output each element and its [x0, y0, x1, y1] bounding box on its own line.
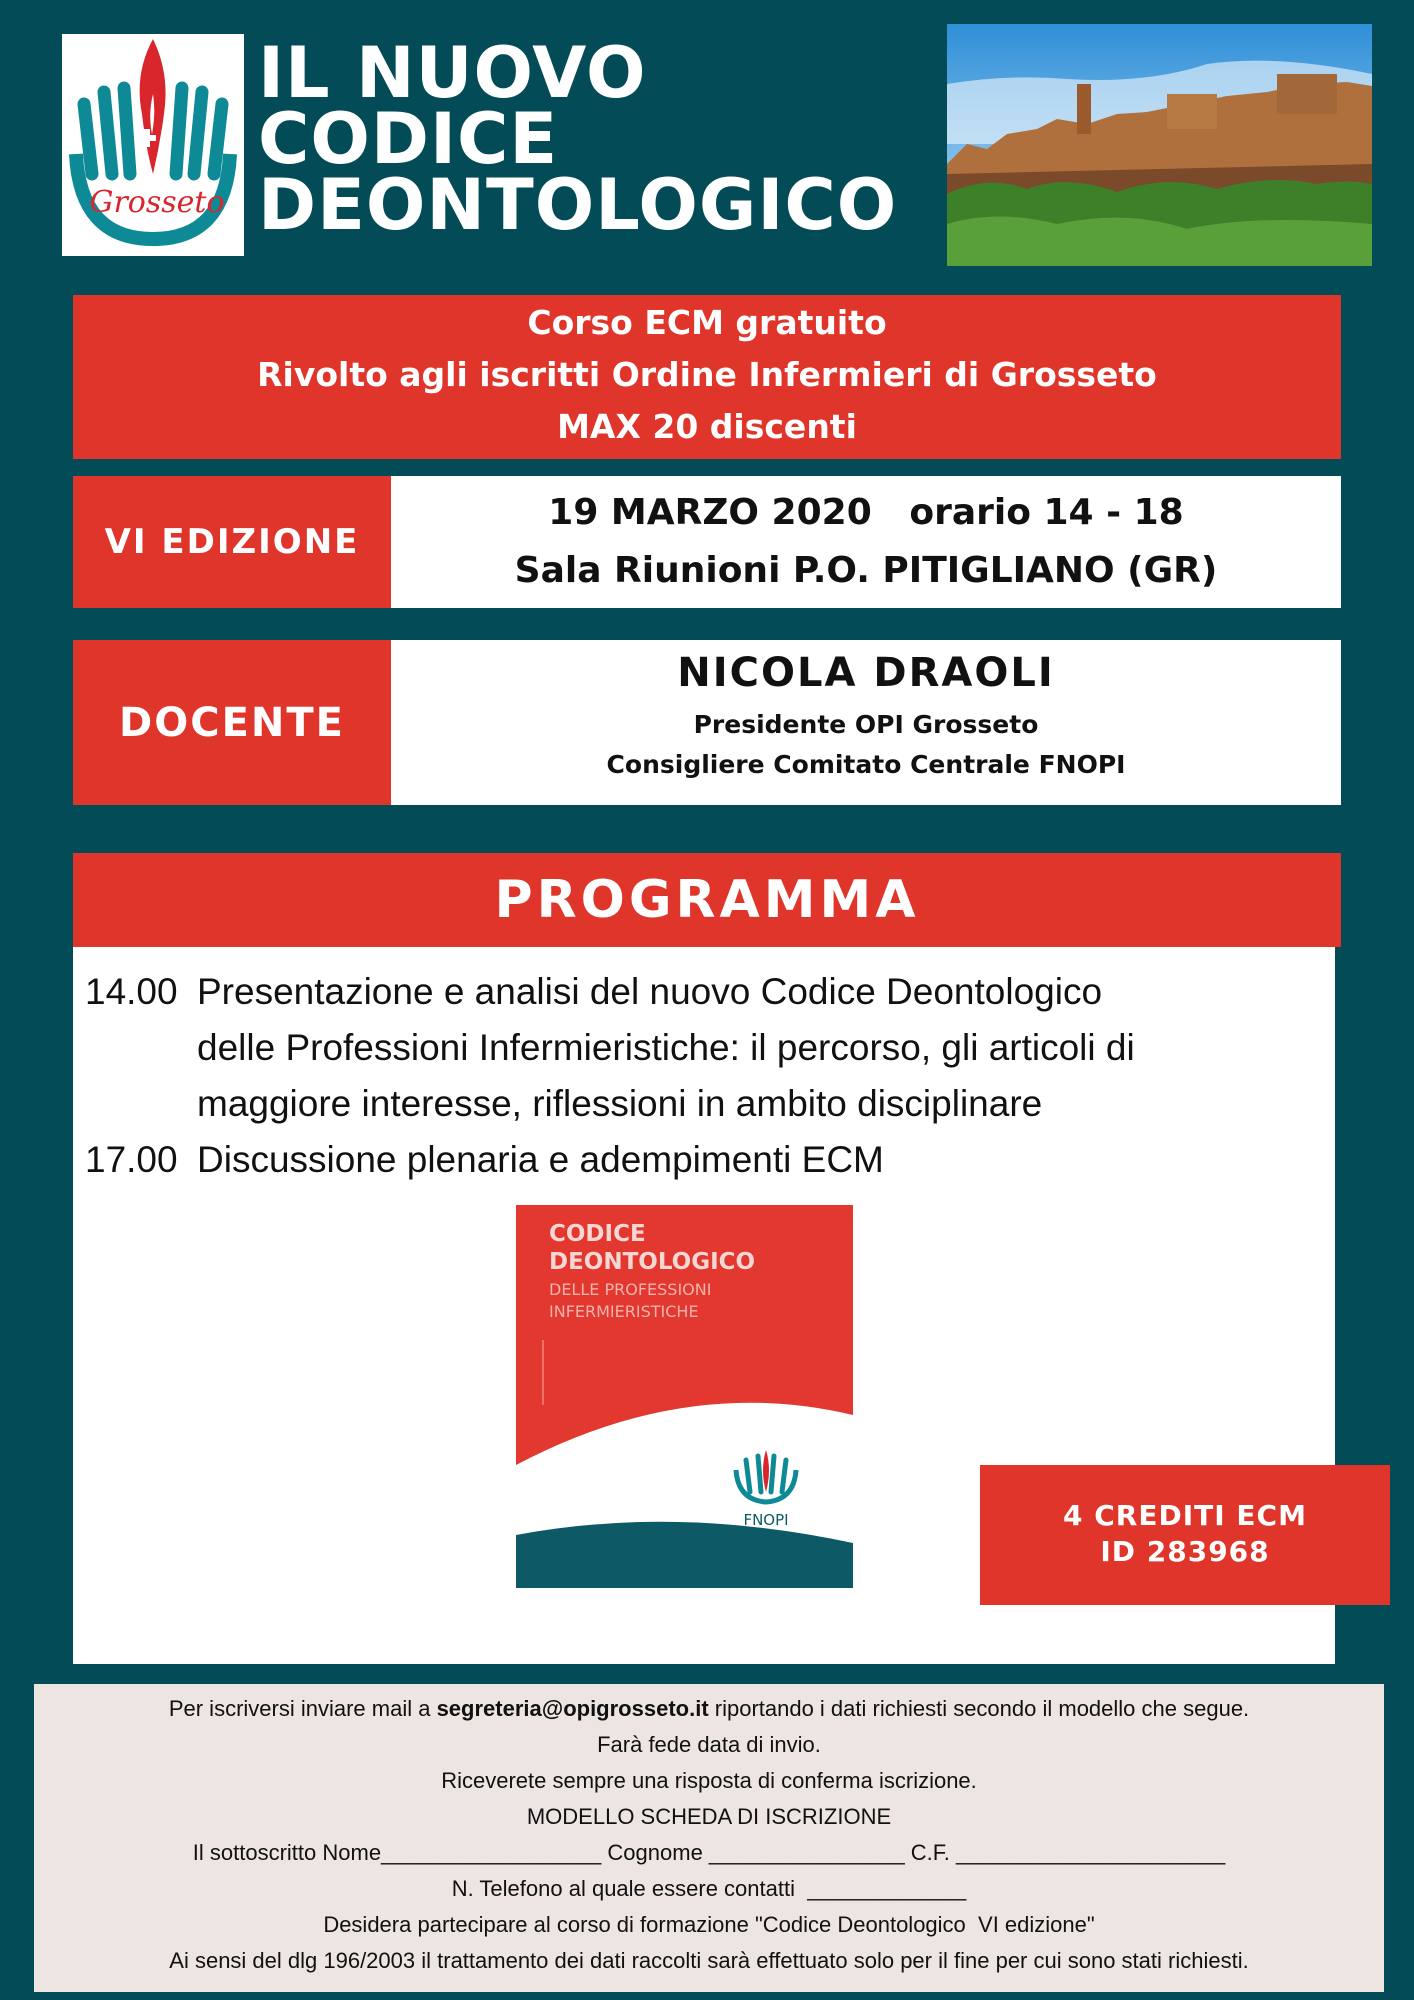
edition-details	[391, 476, 1341, 608]
book-title: CODICE	[549, 1221, 646, 1247]
registration-form-info	[34, 1684, 1384, 1992]
form-field-phone: N. Telefono al quale essere contatti _____________	[451, 1876, 967, 1901]
credits-id: ID 283968	[1100, 1535, 1270, 1568]
program-text: maggiore interesse, riflessioni in ambito disciplinare	[197, 1083, 1043, 1124]
book-subtitle: INFERMIERISTICHE	[549, 1302, 699, 1321]
ecm-credits-badge	[980, 1465, 1390, 1605]
book-title: DEONTOLOGICO	[549, 1249, 756, 1275]
programma-heading: PROGRAMMA	[73, 853, 1341, 947]
opi-grosseto-logo	[62, 34, 244, 256]
book-subtitle: DELLE PROFESSIONI	[549, 1280, 712, 1299]
logo-text: Grosseto	[89, 185, 225, 220]
form-course-statement: Desidera partecipare al corso di formazione "Codice Deontologico VI edizione"	[323, 1912, 1095, 1937]
form-title: MODELLO SCHEDA DI ISCRIZIONE	[526, 1804, 892, 1829]
teacher-name: NICOLA DRAOLI	[677, 650, 1055, 696]
credits-count: 4 CREDITI ECM	[1063, 1499, 1307, 1532]
teacher-role: Consigliere Comitato Centrale FNOPI	[606, 750, 1126, 779]
title-line: CODICE	[258, 98, 559, 180]
course-info-banner	[73, 295, 1341, 459]
course-max-label: MAX 20 discenti	[557, 407, 857, 446]
program-time: 17.00	[85, 1139, 178, 1180]
date-time-line: 19 MARZO 2020 orario 14 - 18	[548, 492, 1184, 533]
registration-instructions: Per iscriversi inviare mail a segreteria@opigrosseto.it riportando i dati richiesti secondo il modello che segue.	[168, 1696, 1250, 1721]
teacher-role: Presidente OPI Grosseto	[693, 710, 1039, 739]
program-text: Discussione plenaria e adempimenti ECM	[197, 1139, 884, 1180]
title-line: IL NUOVO	[258, 32, 647, 114]
registration-email-link[interactable]: segreteria@opigrosseto.it	[436, 1696, 709, 1721]
pitigliano-photo	[947, 24, 1372, 266]
code-book-cover	[516, 1205, 853, 1588]
course-free-label: Corso ECM gratuito	[527, 303, 887, 342]
footer-line: Farà fede data di invio.	[597, 1732, 821, 1757]
form-fields-name: Il sottoscritto Nome__________________ Cognome ________________ C.F. ______________________	[192, 1840, 1226, 1865]
hands-logo-icon	[62, 34, 244, 256]
title-line: DEONTOLOGICO	[258, 164, 898, 246]
teacher-label: DOCENTE	[73, 640, 391, 805]
venue-line: Sala Riunioni P.O. PITIGLIANO (GR)	[514, 550, 1218, 591]
footer-line: Riceverete sempre una risposta di conferma iscrizione.	[441, 1768, 977, 1793]
privacy-notice: Ai sensi del dlg 196/2003 il trattamento dei dati raccolti sarà effettuato solo per il fine per cui sono stati richiesti.	[169, 1948, 1249, 1973]
course-audience-label: Rivolto agli iscritti Ordine Infermieri di Grosseto	[257, 355, 1157, 394]
book-publisher: FNOPI	[743, 1511, 789, 1529]
program-text: Presentazione e analisi del nuovo Codice Deontologico	[197, 971, 1103, 1012]
program-text: delle Professioni Infermieristiche: il percorso, gli articoli di	[197, 1027, 1135, 1068]
edition-label: VI EDIZIONE	[73, 476, 391, 608]
page-title	[258, 32, 938, 246]
teacher-details	[391, 640, 1341, 805]
program-time: 14.00	[85, 971, 178, 1012]
